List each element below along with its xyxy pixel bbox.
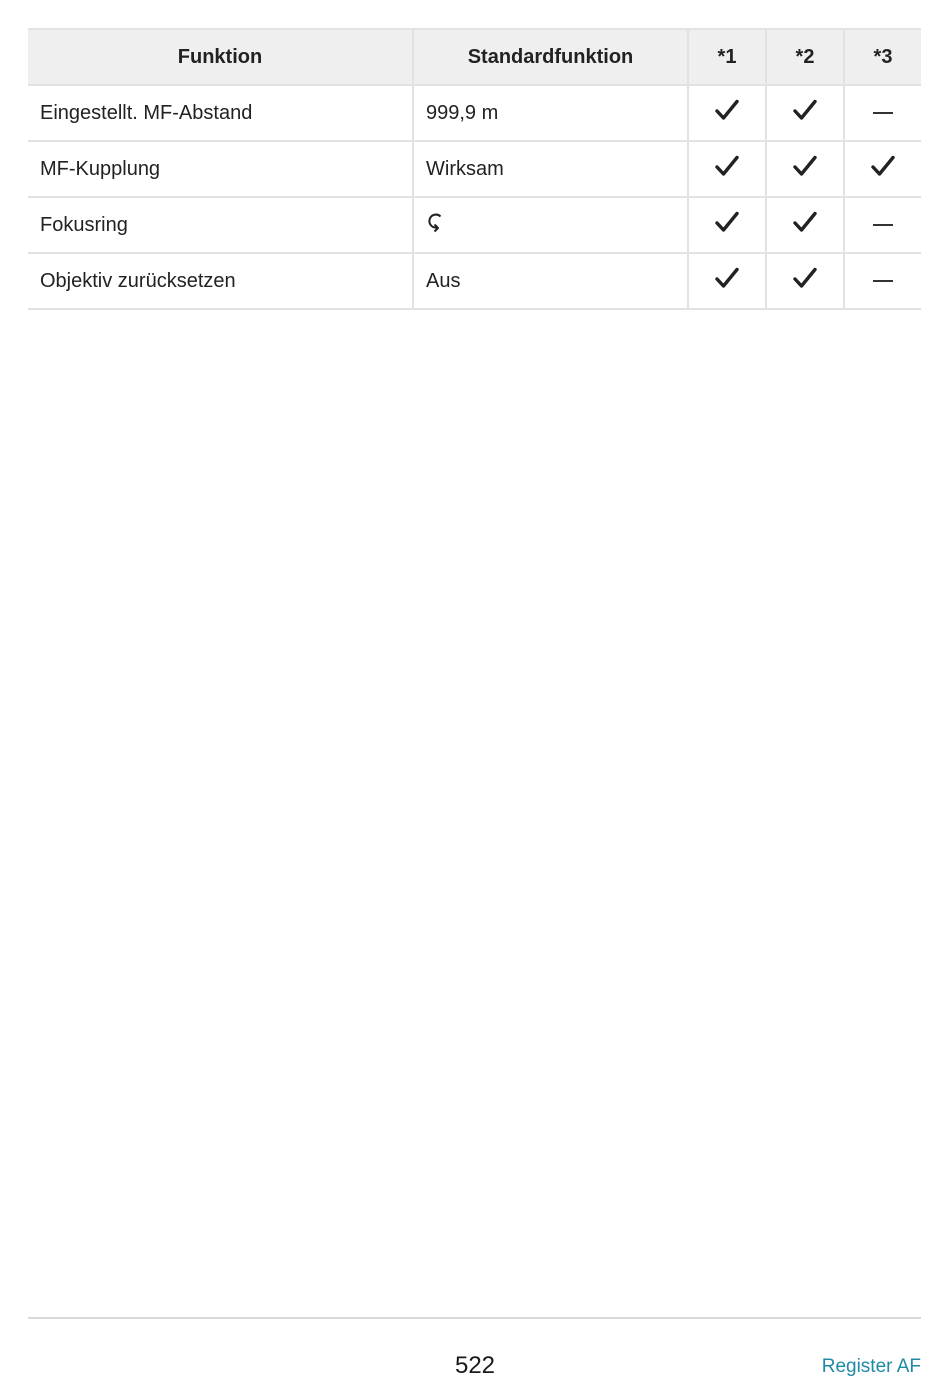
- row-default: Wirksam: [413, 141, 688, 197]
- check-icon: [793, 155, 817, 177]
- check-icon: [871, 155, 895, 177]
- row-mark-col2: [766, 197, 844, 253]
- check-icon: [715, 99, 739, 121]
- row-function: Fokusring: [28, 197, 413, 253]
- table-row: [28, 197, 921, 253]
- row-mark-col3: [844, 85, 921, 141]
- row-mark-col1: [688, 253, 766, 309]
- footer-divider: [28, 1317, 921, 1319]
- table-row: [28, 253, 921, 309]
- row-mark-col2: [766, 253, 844, 309]
- check-icon: [715, 155, 739, 177]
- dash-icon: [873, 224, 893, 226]
- header-col2: *2: [766, 29, 844, 85]
- row-mark-col3: [844, 197, 921, 253]
- row-mark-col3: [844, 253, 921, 309]
- table-row: [28, 141, 921, 197]
- header-function: Funktion: [28, 29, 413, 85]
- dash-icon: [873, 112, 893, 114]
- row-mark-col1: [688, 85, 766, 141]
- row-mark-col3: [844, 141, 921, 197]
- register-af-link[interactable]: Register AF: [821, 1356, 921, 1377]
- table-header-row: [28, 29, 921, 85]
- row-mark-col1: [688, 197, 766, 253]
- row-default: 999,9 m: [413, 85, 688, 141]
- header-col3: *3: [844, 29, 921, 85]
- row-default: [413, 197, 688, 253]
- header-col1: *1: [688, 29, 766, 85]
- row-mark-col2: [766, 85, 844, 141]
- check-icon: [715, 267, 739, 289]
- row-function: Eingestellt. MF-Abstand: [28, 85, 413, 141]
- row-default: Aus: [413, 253, 688, 309]
- check-icon: [715, 211, 739, 233]
- settings-table: [28, 28, 921, 310]
- check-icon: [793, 211, 817, 233]
- row-function: MF-Kupplung: [28, 141, 413, 197]
- check-icon: [793, 99, 817, 121]
- row-function: Objektiv zurücksetzen: [28, 253, 413, 309]
- dash-icon: [873, 280, 893, 282]
- check-icon: [793, 267, 817, 289]
- table-row: [28, 85, 921, 141]
- page-number: 522: [454, 1352, 496, 1379]
- rotate-clockwise-icon: [426, 210, 446, 240]
- row-mark-col2: [766, 141, 844, 197]
- row-mark-col1: [688, 141, 766, 197]
- header-default: Standardfunktion: [413, 29, 688, 85]
